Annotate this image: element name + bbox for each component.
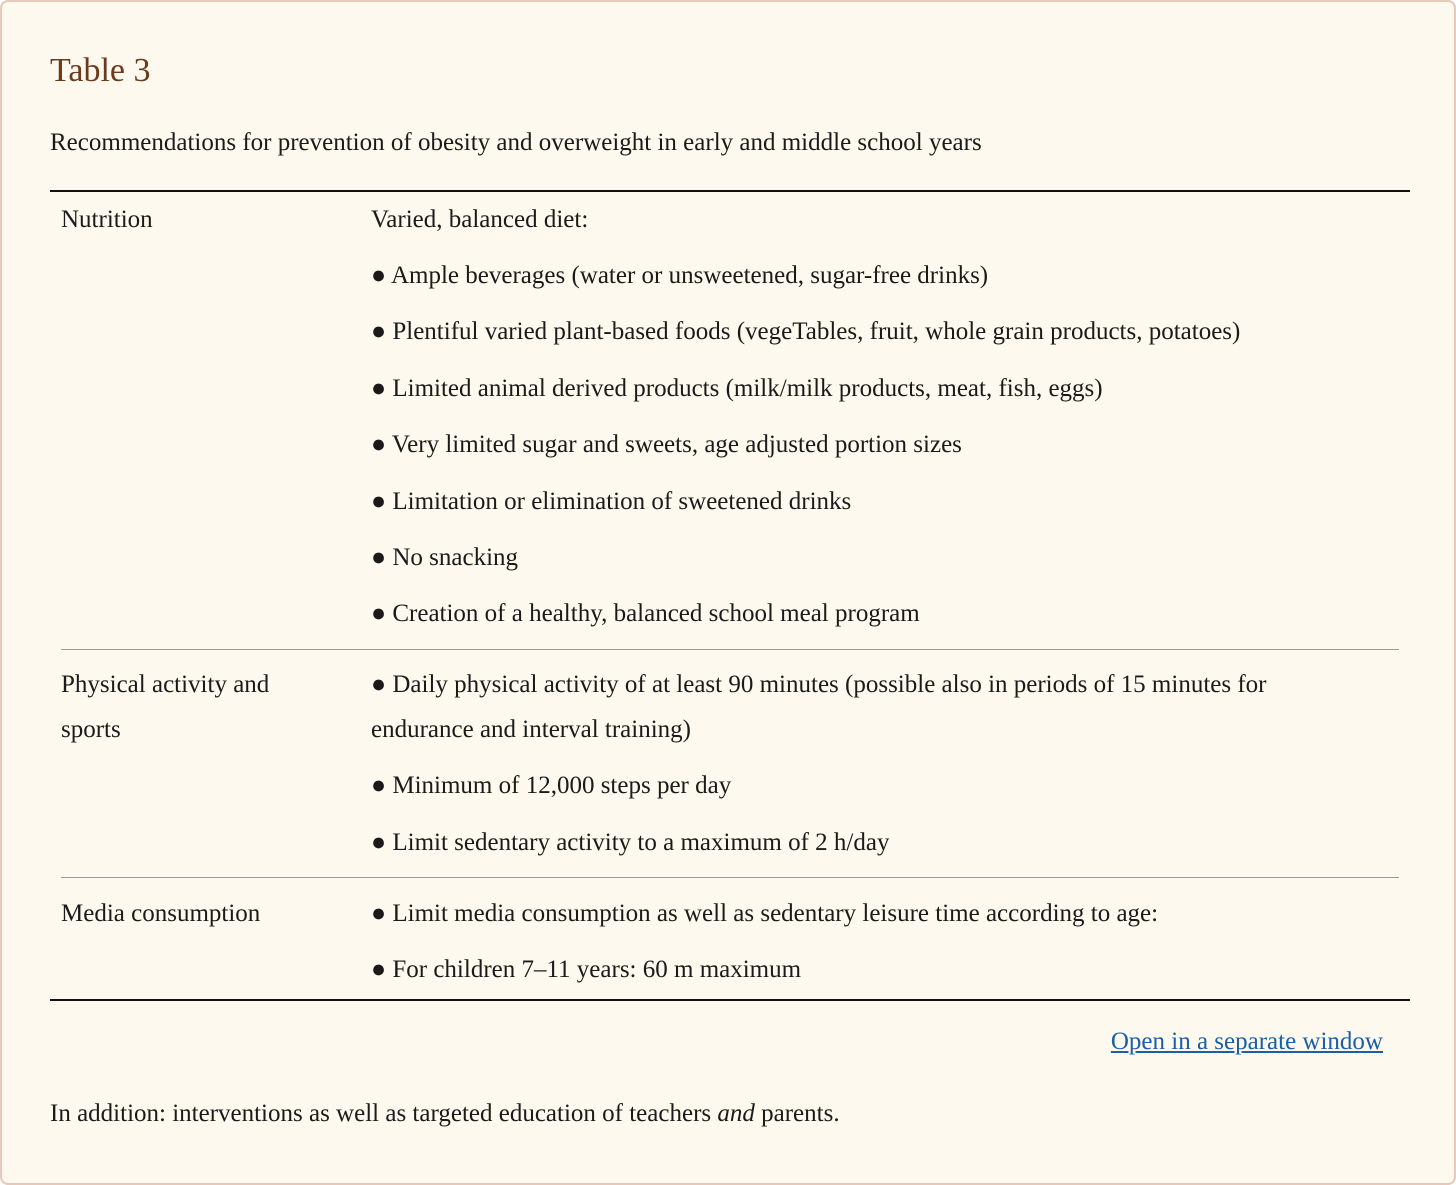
nutrition-item: Varied, balanced diet: [371, 206, 589, 233]
table-caption: Recommendations for prevention of obesity and overweight in early and middle school years [50, 129, 982, 156]
table-footnote [50, 1100, 840, 1128]
nutrition-item: ● Ample beverages (water or unsweetened, sugar-free drinks) [371, 262, 989, 289]
nutrition-item: ● Very limited sugar and sweets, age adjusted portion sizes [371, 431, 962, 458]
nutrition-item: ● Creation of a healthy, balanced school meal program [371, 600, 920, 627]
nutrition-item: ● No snacking [371, 544, 519, 571]
physical-activity-item: ● Limit sedentary activity to a maximum of 2 h/day [371, 829, 890, 856]
footnote-text-end: parents. [754, 1100, 840, 1127]
footnote-emphasis: and [717, 1100, 755, 1127]
nutrition-item: ● Limited animal derived products (milk/milk products, meat, fish, eggs) [371, 375, 1103, 402]
nutrition-item: ● Limitation or elimination of sweetened drinks [371, 488, 852, 515]
row-divider [61, 877, 1399, 878]
table-bottom-rule [50, 999, 1410, 1001]
category-nutrition: Nutrition [61, 206, 153, 233]
row-divider [61, 649, 1399, 650]
nutrition-item: ● Plentiful varied plant-based foods (vegeTables, fruit, whole grain products, potatoes) [371, 318, 1241, 345]
table-top-rule [50, 190, 1410, 192]
physical-activity-item: ● Daily physical activity of at least 90 minutes (possible also in periods of 15 minutes for endurance and interval training) [371, 671, 1267, 743]
footnote-text: In addition: interventions as well as targeted education of teachers [50, 1100, 718, 1127]
category-media-consumption: Media consumption [61, 900, 261, 927]
open-separate-window-link[interactable]: Open in a separate window [1110, 1028, 1383, 1055]
table-title: Table 3 [50, 52, 151, 89]
physical-activity-item: ● Minimum of 12,000 steps per day [371, 772, 732, 799]
media-consumption-item: ● For children 7–11 years: 60 m maximum [371, 956, 802, 983]
category-physical-activity: Physical activity and sports [61, 671, 270, 743]
media-consumption-item: ● Limit media consumption as well as sedentary leisure time according to age: [371, 900, 1159, 927]
